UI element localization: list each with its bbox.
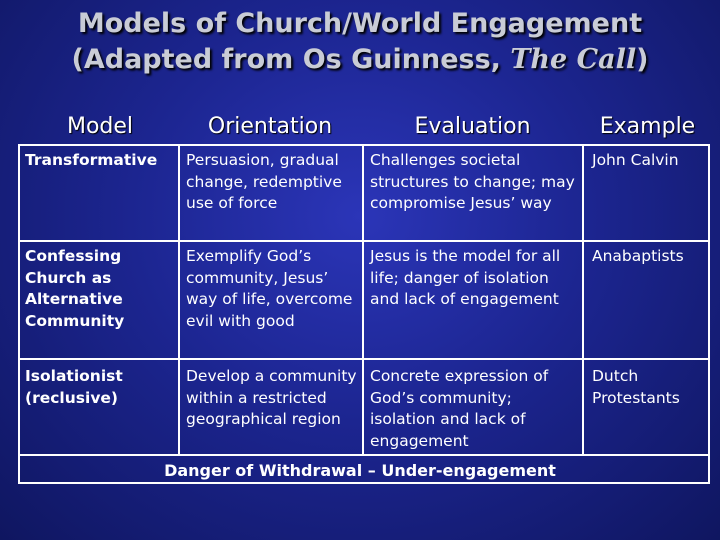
- row-divider: [18, 240, 710, 242]
- column-divider: [178, 144, 180, 454]
- row-evaluation: Challenges societal structures to change; may compromise Jesus’ way: [370, 151, 575, 212]
- title-line2-suffix: ): [636, 44, 649, 75]
- column-divider: [362, 144, 364, 454]
- column-header-orientation: Orientation: [207, 113, 333, 139]
- row-evaluation: Jesus is the model for all life; danger of isolation and lack of engagement: [370, 247, 561, 308]
- row-evaluation: Concrete expression of God’s community; isolation and lack of engagement: [370, 367, 549, 450]
- table-bottom-border: [18, 482, 710, 484]
- column-divider: [582, 144, 584, 454]
- row-divider: [18, 358, 710, 360]
- row-divider: [18, 454, 710, 456]
- row-orientation: Develop a community within a restricted geographical region: [186, 367, 357, 428]
- column-header-model: Model: [66, 113, 134, 139]
- title-line2-prefix: (Adapted from Os Guinness,: [71, 44, 511, 75]
- slide-title-line2: [0, 42, 720, 78]
- column-header-evaluation: Evaluation: [414, 113, 531, 139]
- table-footer-note: Danger of Withdrawal – Under-engagement: [164, 461, 556, 480]
- table-left-border: [18, 144, 20, 484]
- row-model-isolationist: Isolationist (reclusive): [25, 367, 123, 407]
- column-header-example: Example: [599, 113, 696, 139]
- row-orientation: Persuasion, gradual change, redemptive use of force: [186, 151, 342, 212]
- row-orientation: Exemplify God’s community, Jesus’ way of life, overcome evil with good: [186, 247, 353, 330]
- slide-title: [0, 6, 720, 78]
- title-book-name: The Call: [510, 44, 637, 75]
- table-top-border: [18, 144, 710, 146]
- row-model-confessing-church: Confessing Church as Alternative Community: [25, 247, 125, 330]
- row-example: Dutch Protestants: [592, 367, 680, 407]
- row-example: John Calvin: [592, 151, 679, 169]
- table-right-border: [708, 144, 710, 484]
- row-model-transformative: Transformative: [25, 151, 158, 169]
- row-example: Anabaptists: [592, 247, 684, 265]
- slide-title-line1: Models of Church/World Engagement: [77, 8, 643, 39]
